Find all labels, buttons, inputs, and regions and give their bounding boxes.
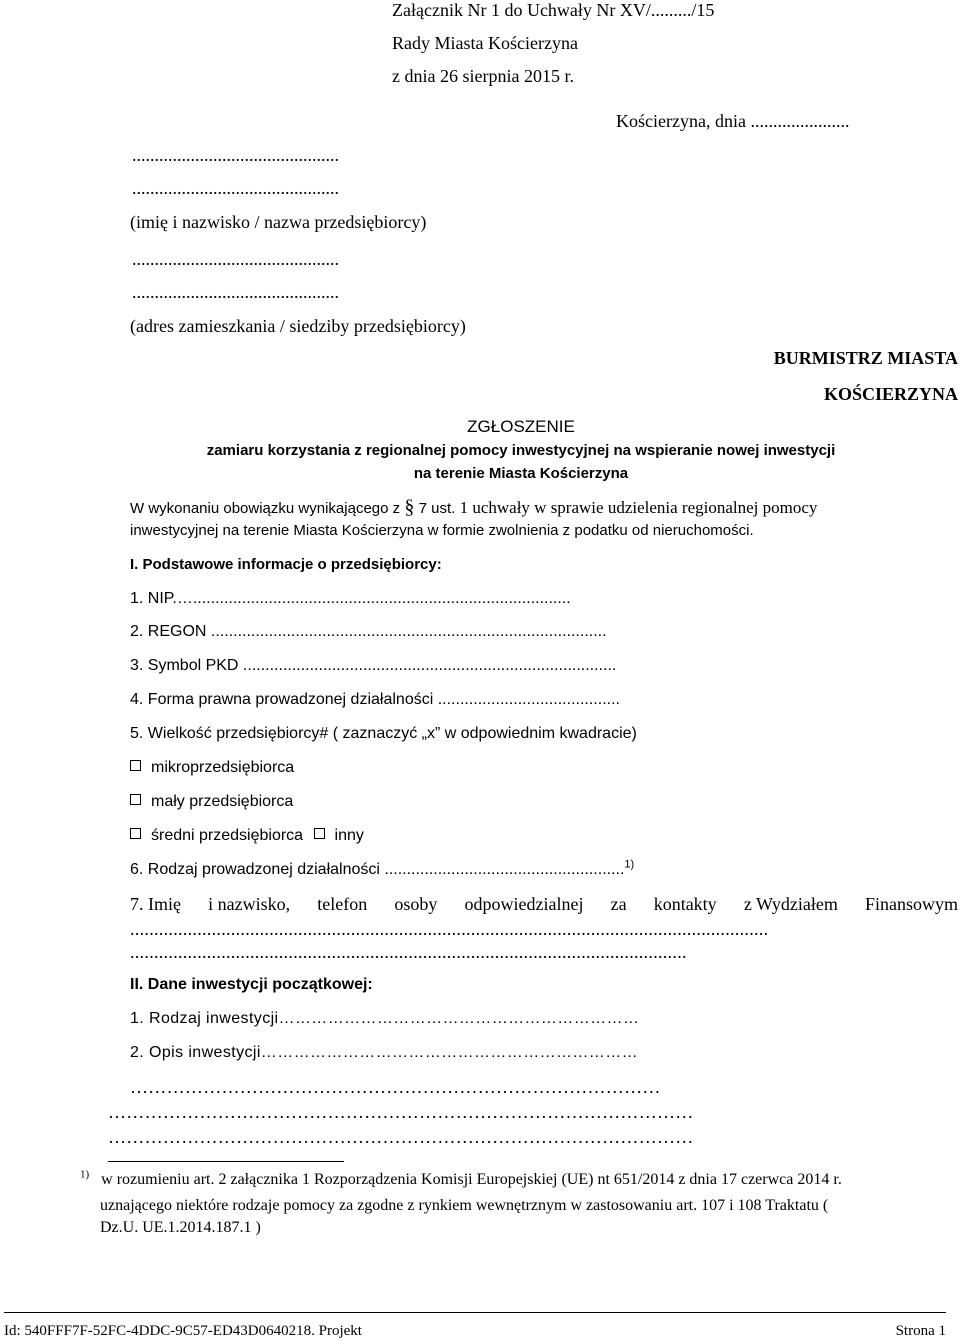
contact-word: telefon — [317, 894, 368, 914]
regon-field[interactable]: 2. REGON ......................................................................................... — [130, 623, 607, 640]
footnote-divider — [108, 1161, 344, 1162]
contact-word: za — [610, 894, 627, 914]
attachment-line: Załącznik Nr 1 do Uchwały Nr XV/........./15 — [392, 0, 715, 20]
footnote-line-2: uznającego niektóre rodzaje pomocy za zgodne z rynkiem wewnętrznym w zastosowaniu art. 107 i 108 Traktatu ( — [100, 1197, 829, 1214]
recipient-line-2: KOŚCIERZYNA — [823, 384, 958, 404]
footer-document-id: Id: 540FFF7F-52FC-4DDC-9C57-ED43D0640218. Projekt — [4, 1323, 362, 1339]
checkbox-small[interactable] — [130, 794, 141, 805]
paragraph-sign: § — [404, 496, 415, 518]
option-small-label: mały przedsiębiorca — [151, 793, 294, 810]
footer-page-number: Strona 1 — [895, 1323, 946, 1339]
nip-field[interactable]: 1. NIP.…..................................................................................... — [130, 590, 571, 607]
description-line-1[interactable]: …………………………………………………………………………… — [130, 1077, 661, 1097]
investment-type-field[interactable]: 1. Rodzaj inwestycji………………………………………………………… — [130, 1010, 640, 1027]
applicant-address-line-2[interactable]: .............................................. — [132, 282, 339, 302]
pkd-field[interactable]: 3. Symbol PKD .................................................................................... — [130, 657, 617, 674]
checkbox-other[interactable] — [314, 828, 325, 839]
recipient-line-1: BURMISTRZ MIASTA — [773, 348, 958, 368]
activity-field[interactable] — [130, 860, 634, 880]
company-size-label: 5. Wielkość przedsiębiorcy# ( zaznaczyć „x” w odpowiednim kwadracie) — [130, 725, 637, 742]
contact-person-row — [130, 894, 958, 914]
legal-form-field[interactable]: 4. Forma prawna prowadzonej działalności ......................................... — [130, 691, 620, 708]
contact-word: i nazwisko, — [208, 894, 291, 914]
footer-divider — [4, 1312, 946, 1313]
investment-description-field[interactable]: 2. Opis inwestycji…………………………………………………………… — [130, 1044, 638, 1061]
form-title: ZGŁOSZENIE — [467, 417, 575, 436]
intro-text-a: W wykonaniu obowiązku wynikającego z — [130, 500, 401, 517]
intro-text-c: 1 uchwały w sprawie udzielenia regionalnej pomocy — [459, 498, 818, 517]
intro-line-1 — [130, 497, 817, 519]
activity-label: 6. Rodzaj prowadzonej działalności ...................................................... — [130, 861, 625, 878]
option-medium[interactable] — [130, 826, 364, 846]
footnote-ref: 1) — [624, 858, 635, 871]
form-subtitle-2: na terenie Miasta Kościerzyna — [413, 465, 629, 482]
applicant-name-caption: (imię i nazwisko / nazwa przedsiębiorcy) — [130, 212, 427, 232]
contact-line-1[interactable]: ..................................................................................................................................... — [130, 919, 769, 939]
contact-word: z Wydziałem — [743, 894, 838, 914]
footnote-line-3: Dz.U. UE.1.2014.187.1 ) — [100, 1219, 261, 1236]
applicant-name-line-1[interactable]: .............................................. — [132, 145, 339, 165]
footnote-line-1 — [80, 1170, 842, 1190]
applicant-address-caption: (adres zamieszkania / siedziby przedsiębiorcy) — [130, 316, 466, 336]
section-1-heading: I. Podstawowe informacje o przedsiębiorcy: — [130, 556, 442, 573]
footnote-text-1: w rozumieniu art. 2 załącznika 1 Rozporządzenia Komisji Europejskiej (UE) nt 651/2014 z dnia 17 czerwca 2014 r. — [101, 1171, 842, 1188]
contact-word: odpowiedzialnej — [464, 894, 584, 914]
contact-word: osoby — [394, 894, 438, 914]
intro-text-b: 7 ust. — [418, 500, 456, 517]
option-micro-label: mikroprzedsiębiorca — [151, 759, 295, 776]
section-2-heading: II. Dane inwestycji początkowej: — [130, 976, 373, 993]
description-line-2[interactable]: …………………………………………………………………………………… — [108, 1102, 694, 1122]
option-medium-label: średni przedsiębiorca — [151, 827, 304, 844]
council-line: Rady Miasta Kościerzyna — [392, 33, 578, 53]
contact-word: 7. Imię — [130, 894, 181, 914]
applicant-address-line-1[interactable]: .............................................. — [132, 249, 339, 269]
resolution-date: z dnia 26 sierpnia 2015 r. — [392, 66, 574, 86]
description-line-3[interactable]: …………………………………………………………………………………… — [108, 1127, 694, 1147]
checkbox-micro[interactable] — [130, 760, 141, 771]
applicant-name-line-2[interactable]: .............................................. — [132, 178, 339, 198]
contact-line-2[interactable]: .................................................................................................................... — [130, 942, 687, 962]
intro-line-2: inwestycyjnej na terenie Miasta Kościerzyna w formie zwolnienia z podatku od nieruchomości. — [130, 522, 754, 539]
place-date-field[interactable]: Kościerzyna, dnia ...................... — [616, 111, 850, 131]
checkbox-medium[interactable] — [130, 828, 141, 839]
option-small[interactable] — [130, 792, 293, 812]
option-micro[interactable] — [130, 758, 294, 778]
contact-word: Finansowym — [864, 894, 958, 914]
contact-word: kontakty — [653, 894, 717, 914]
footnote-marker: 1) — [80, 1168, 90, 1181]
form-subtitle-1: zamiaru korzystania z regionalnej pomocy inwestycyjnej na wspieranie nowej inwestycji — [206, 442, 836, 459]
option-other-label: inny — [334, 827, 364, 844]
